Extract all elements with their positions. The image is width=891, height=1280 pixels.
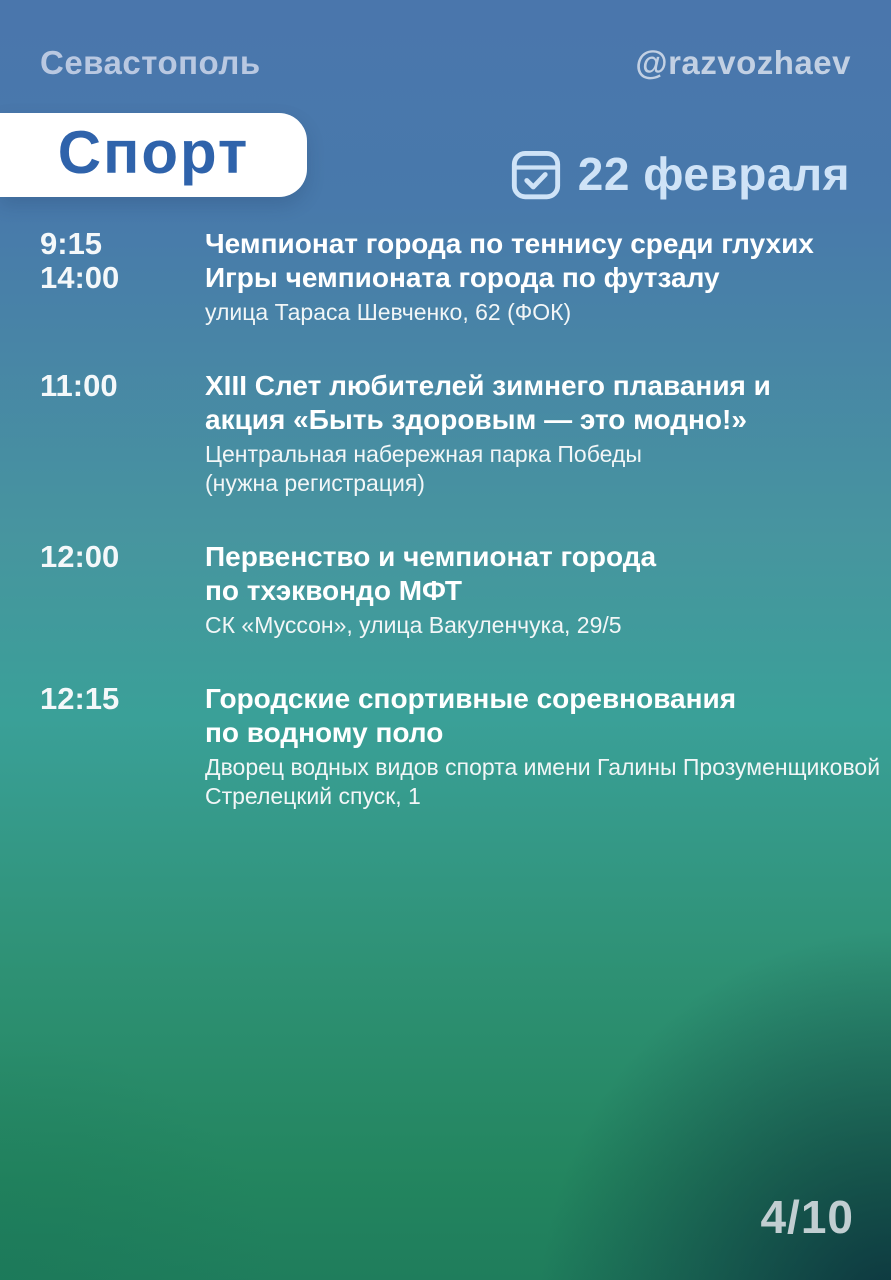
- event-location-line: улица Тараса Шевченко, 62 (ФОК): [205, 299, 572, 325]
- event-location-line: СК «Муссон», улица Вакуленчука, 29/5: [205, 612, 622, 638]
- event-details: [205, 682, 880, 811]
- event-time: 12:00: [40, 539, 120, 574]
- event-location: [205, 611, 857, 640]
- event-item: [40, 369, 857, 498]
- calendar-check-icon: [510, 146, 562, 202]
- event-times: [40, 540, 205, 640]
- event-location-line: Стрелецкий спуск, 1: [205, 783, 421, 809]
- event-time: 9:15: [40, 226, 103, 261]
- event-details: [205, 540, 857, 640]
- city-label: Севастополь: [40, 44, 261, 81]
- event-title: Первенство и чемпионат города: [205, 541, 657, 572]
- social-handle: @razvozhaev: [635, 44, 851, 81]
- event-times: [40, 682, 205, 811]
- event-title: акция «Быть здоровым — это модно!»: [205, 404, 747, 435]
- header: [40, 44, 851, 82]
- date-row: [510, 146, 850, 202]
- event-item: [40, 540, 857, 640]
- event-details: [205, 227, 857, 327]
- event-list: [40, 226, 881, 853]
- category-badge: [0, 113, 307, 197]
- event-item: [40, 681, 881, 811]
- event-location-line: Дворец водных видов спорта имени Галины Прозуменщиковой: [205, 754, 881, 780]
- event-title: XIII Слет любителей зимнего плавания и: [205, 370, 771, 401]
- event-time: 11:00: [40, 368, 118, 403]
- event-title: по водному поло: [205, 717, 444, 748]
- event-location: [205, 440, 857, 498]
- category-badge-label: Спорт: [57, 118, 250, 186]
- event-times: [40, 227, 205, 327]
- event-title: Игры чемпионата города по футзалу: [205, 262, 720, 293]
- event-time: 14:00: [40, 260, 120, 295]
- event-times: [40, 369, 205, 498]
- event-title: Городские спортивные соревнования: [205, 683, 737, 714]
- event-title: Чемпионат города по теннису среди глухих: [205, 228, 814, 259]
- event-time: 12:15: [40, 681, 120, 716]
- page-indicator: 4/10: [760, 1191, 854, 1243]
- date-label: 22 февраля: [577, 148, 850, 200]
- event-location-line: Центральная набережная парка Победы: [205, 441, 642, 467]
- event-location: [205, 298, 857, 327]
- event-title: по тхэквондо МФТ: [205, 575, 462, 606]
- event-location: [205, 753, 880, 811]
- event-item: [40, 227, 857, 327]
- event-location-line: (нужна регистрация): [205, 470, 425, 496]
- event-details: [205, 369, 857, 498]
